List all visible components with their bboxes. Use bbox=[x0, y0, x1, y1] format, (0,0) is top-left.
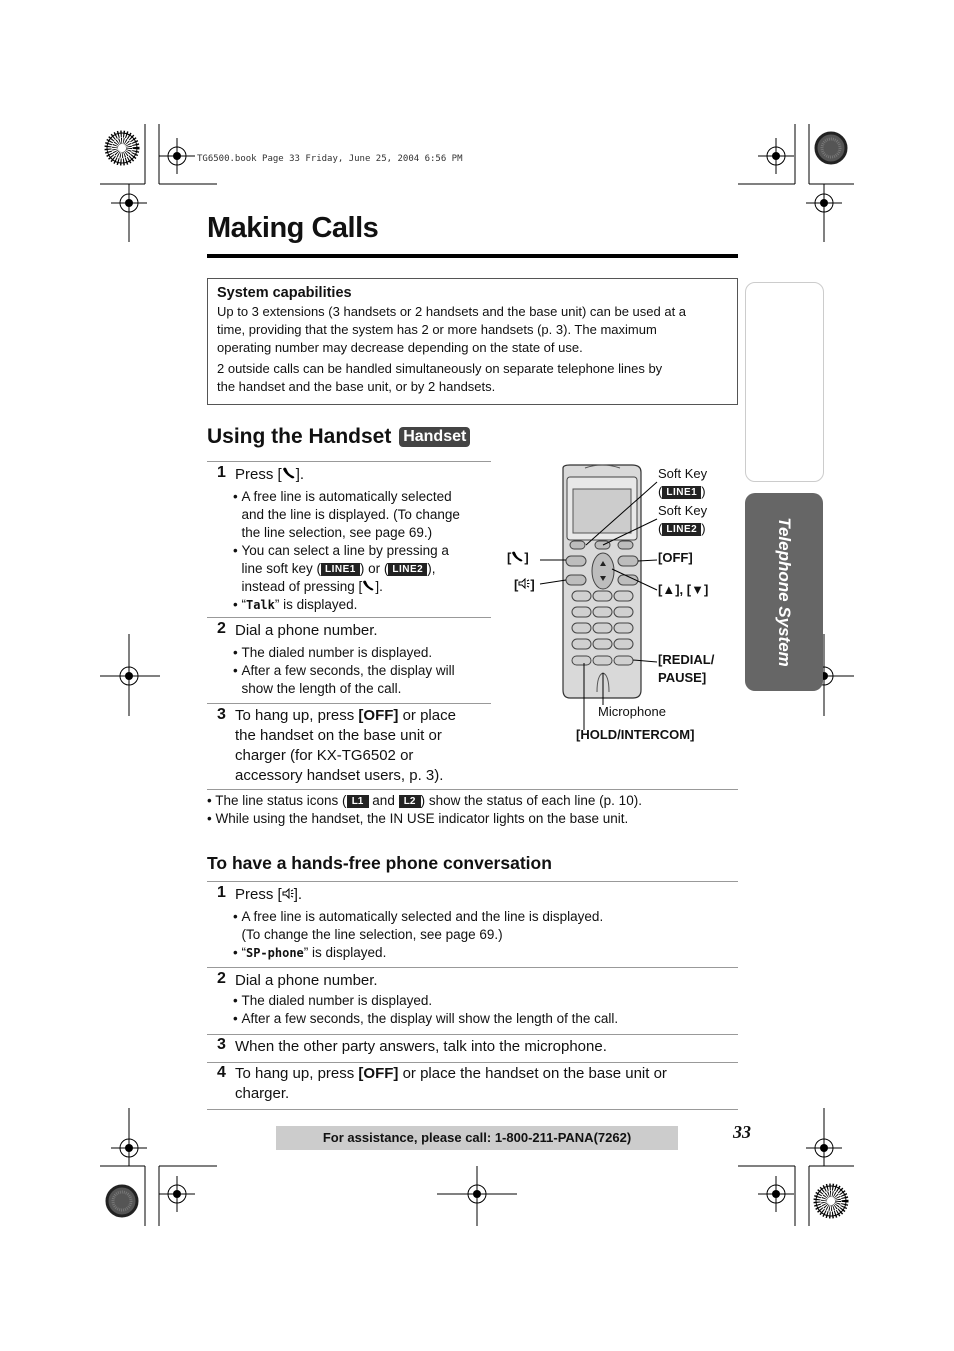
section-title-using-handset: Using the Handset Handset bbox=[207, 425, 470, 449]
soft-key-label-1: Soft Key ( LINE1 ) bbox=[658, 466, 708, 499]
list-item: • After a few seconds, the display will show the length of the call. bbox=[233, 663, 455, 696]
line1-key-badge: LINE1 bbox=[662, 486, 701, 499]
list-item: • “SP-phone” is displayed. bbox=[233, 945, 387, 960]
list-item: • You can select a line by pressing a line soft key ( LINE1 ) or ( LINE2 ), instead of pressing [ ]. bbox=[233, 543, 449, 594]
step-number: 3 bbox=[217, 706, 226, 723]
step-number: 1 bbox=[217, 464, 226, 481]
speakerphone-icon bbox=[518, 578, 530, 589]
line-status-icon-l1: L1 bbox=[347, 795, 369, 808]
off-key-label: [OFF] bbox=[658, 550, 693, 565]
handsfree-step-1-text: Press [ ]. bbox=[235, 886, 303, 903]
step-1-bullets bbox=[233, 488, 483, 614]
list-item: • The dialed number is displayed. bbox=[233, 993, 433, 1008]
divider bbox=[207, 703, 491, 704]
line-status-icon-l2: L2 bbox=[399, 795, 421, 808]
step-2-bullets bbox=[233, 644, 483, 698]
list-item: • The line status icons ( L1 and L2 ) show the status of each line (p. 10). bbox=[207, 793, 642, 808]
side-tab-label: Telephone System bbox=[775, 517, 794, 667]
redial-pause-label: [REDIAL/ PAUSE] bbox=[658, 652, 715, 685]
page-number: 33 bbox=[733, 1122, 751, 1142]
step-1-text: Press [ ]. bbox=[235, 466, 305, 483]
divider bbox=[207, 617, 491, 618]
handsfree-step-4-text: To hang up, press [OFF] or place the handset on the base unit or charger. bbox=[235, 1065, 667, 1102]
line2-key-badge: LINE2 bbox=[662, 523, 701, 536]
list-item: • After a few seconds, the display will show the length of the call. bbox=[233, 1011, 619, 1026]
title-rule bbox=[207, 254, 738, 258]
assistance-footer: For assistance, please call: 1-800-211-PANA(7262) bbox=[276, 1126, 678, 1150]
divider bbox=[207, 881, 738, 882]
speakerphone-key-label: [ ] bbox=[514, 577, 535, 592]
navigator-key-label: [▲], [▼] bbox=[658, 582, 709, 597]
list-item: • A free line is automatically selected and the line is displayed. (To change the line selection, see page 69.) bbox=[233, 909, 604, 942]
divider bbox=[207, 1062, 738, 1063]
speakerphone-icon bbox=[282, 888, 294, 899]
step-number: 1 bbox=[217, 884, 226, 901]
soft-key-label-2: Soft Key ( LINE2 ) bbox=[658, 503, 708, 536]
step-number: 3 bbox=[217, 1036, 226, 1053]
list-item: • A free line is automatically selected and the line is displayed. (To change the line selection, see page 69.) bbox=[233, 489, 460, 540]
book-header-line: TG6500.book Page 33 Friday, June 25, 2004 6:56 PM bbox=[197, 154, 463, 164]
talk-key-icon bbox=[362, 580, 375, 591]
page-title: Making Calls bbox=[207, 212, 379, 244]
line1-key-badge: LINE1 bbox=[321, 563, 360, 576]
hold-intercom-label: [HOLD/INTERCOM] bbox=[576, 727, 695, 742]
divider bbox=[207, 1109, 738, 1110]
divider bbox=[207, 461, 491, 462]
capabilities-heading: System capabilities bbox=[217, 285, 352, 301]
blank-side-tab bbox=[745, 282, 824, 482]
divider bbox=[207, 967, 738, 968]
divider bbox=[207, 1034, 738, 1035]
handsfree-step-3-text: When the other party answers, talk into the microphone. bbox=[235, 1038, 607, 1055]
capabilities-paragraph-1: Up to 3 extensions (3 handsets or 2 handsets and the base unit) can be used at a time, providing that the system has 2 or more handsets (p. 3). The maximum operating number may decrease depending on the state of use. bbox=[217, 304, 687, 355]
notes bbox=[207, 792, 642, 828]
talk-key-label: [ ] bbox=[507, 550, 529, 565]
list-item: • The dialed number is displayed. bbox=[233, 645, 433, 660]
microphone-label: Microphone bbox=[598, 704, 666, 719]
system-capabilities-box bbox=[207, 278, 738, 405]
handsfree-step-2-text: Dial a phone number. bbox=[235, 972, 378, 989]
subsection-title-handsfree: To have a hands-free phone conversation bbox=[207, 853, 552, 873]
step-number: 2 bbox=[217, 970, 226, 987]
capabilities-paragraph-2: 2 outside calls can be handled simultaneously on separate telephone lines by the handset and the base unit, or by 2 handsets. bbox=[217, 361, 663, 394]
handset-badge: Handset bbox=[399, 427, 470, 447]
handsfree-step-2-bullets bbox=[233, 992, 713, 1028]
line2-key-badge: LINE2 bbox=[388, 563, 427, 576]
talk-key-icon bbox=[282, 467, 296, 479]
list-item: • While using the handset, the IN USE indicator lights on the base unit. bbox=[207, 811, 629, 826]
talk-key-icon bbox=[511, 551, 524, 562]
step-3-text: To hang up, press [OFF] or place the handset on the base unit or charger (for KX-TG6502 or accessory handset users, p. 3). bbox=[235, 707, 456, 784]
list-item: • “Talk” is displayed. bbox=[233, 597, 358, 612]
step-2-text: Dial a phone number. bbox=[235, 622, 378, 639]
divider bbox=[207, 789, 738, 790]
step-number: 4 bbox=[217, 1064, 226, 1081]
handsfree-step-1-bullets bbox=[233, 908, 713, 962]
step-number: 2 bbox=[217, 620, 226, 637]
